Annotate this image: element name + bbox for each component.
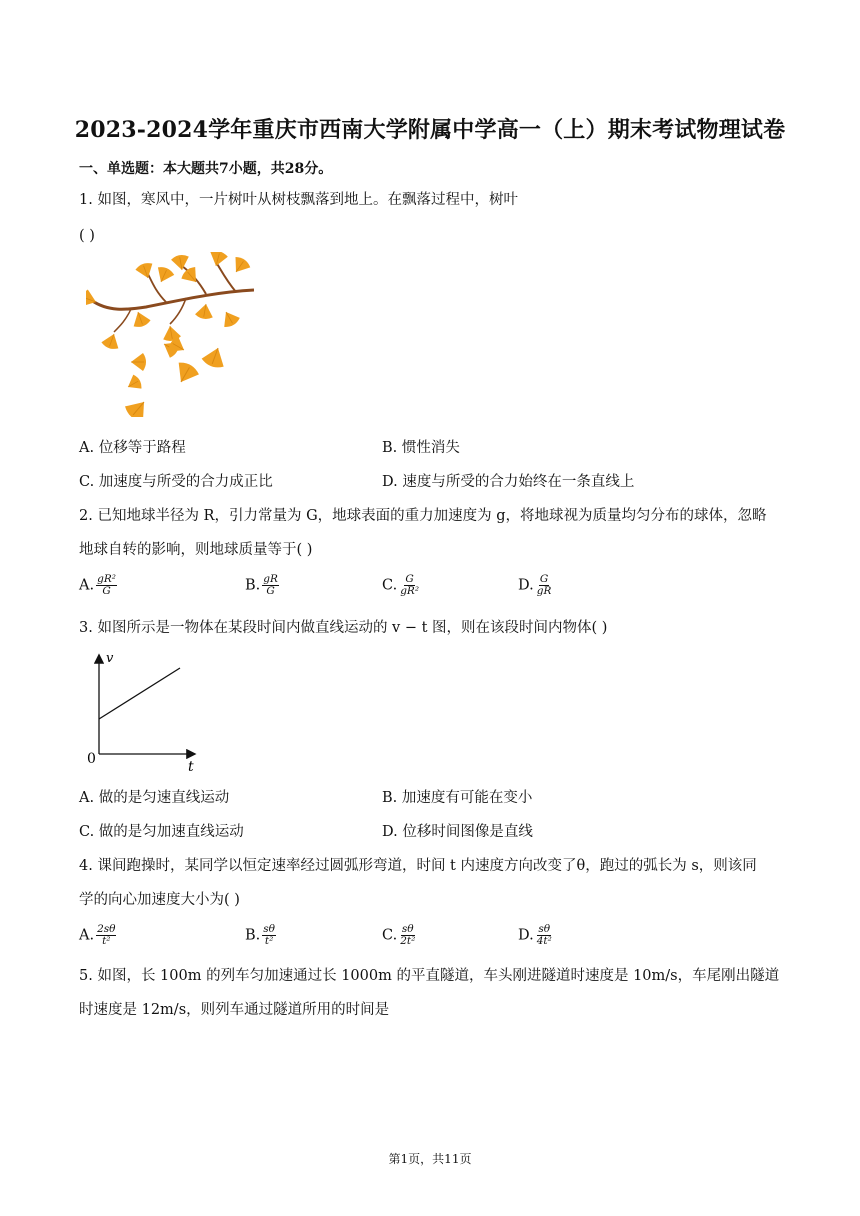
- q2-option-c: C. $\frac{G}{\text{gR²}}$: [382, 573, 420, 597]
- origin-label: 0: [87, 751, 96, 767]
- q4-stem-line2: 学的向心加速度大小为( ): [79, 892, 240, 908]
- q2-option-d: D. $\frac{G}{gR}$: [518, 573, 552, 597]
- q4-option-b: B. $\frac{s\theta}{\text{t²}}$: [245, 923, 275, 947]
- q3-option-a: A. 做的是匀速直线运动: [79, 790, 230, 806]
- q2-option-a: A. $\frac{\text{gR²}}{G}$: [79, 573, 116, 597]
- q1-answer-paren: ( ): [79, 228, 95, 244]
- q3-vt-graph: [82, 648, 202, 773]
- q3-option-b: B. 加速度有可能在变小: [382, 790, 533, 806]
- q4-option-a: A. $\frac{2s\theta}{\text{t²}}$: [79, 923, 116, 947]
- y-axis-label: v: [106, 651, 114, 666]
- q4-stem-line1: 4. 课间跑操时，某同学以恒定速率经过圆弧形弯道，时间 t 内速度方向改变了θ，跑过的弧长为 s，则该同: [79, 858, 757, 874]
- q3-option-c: C. 做的是匀加速直线运动: [79, 824, 244, 840]
- vt-line: [99, 668, 180, 719]
- page-footer: 第1页，共11页: [388, 1152, 472, 1166]
- q1-ginkgo-image: [86, 252, 254, 417]
- q1-option-b: B. 惯性消失: [382, 440, 460, 456]
- q1-option-a: A. 位移等于路程: [79, 440, 186, 456]
- q4-option-c: C. $\frac{s\theta}{\text{2t²}}$: [382, 923, 416, 947]
- q1-stem: 1. 如图，寒风中，一片树叶从树枝飘落到地上。在飘落过程中，树叶: [79, 192, 518, 208]
- q5-stem-line2: 时速度是 12m/s，则列车通过隧道所用的时间是: [79, 1002, 390, 1018]
- q2-stem-line1: 2. 已知地球半径为 R，引力常量为 G，地球表面的重力加速度为 g，将地球视为质量均匀分布的球体，忽略: [79, 508, 767, 524]
- q3-option-d: D. 位移时间图像是直线: [382, 824, 533, 840]
- q2-option-b: B. $\frac{gR}{G}$: [245, 573, 278, 597]
- q1-option-d: D. 速度与所受的合力始终在一条直线上: [382, 474, 635, 490]
- q3-stem: 3. 如图所示是一物体在某段时间内做直线运动的 v − t 图，则在该段时间内物体( ): [79, 620, 608, 636]
- q5-stem-line1: 5. 如图，长 100m 的列车匀加速通过长 1000m 的平直隧道，车头刚进隧道时速度是 10m/s，车尾刚出隧道: [79, 968, 780, 984]
- section-heading: 一、单选题：本大题共7小题，共28分。: [79, 161, 333, 177]
- q2-stem-line2: 地球自转的影响，则地球质量等于( ): [79, 542, 313, 558]
- page-title: 2023-2024学年重庆市西南大学附属中学高一（上）期末考试物理试卷: [74, 117, 786, 143]
- x-axis-label: t: [188, 759, 194, 773]
- q1-option-c: C. 加速度与所受的合力成正比: [79, 474, 273, 490]
- q4-option-d: D. $\frac{s\theta}{\text{4t²}}$: [518, 923, 552, 947]
